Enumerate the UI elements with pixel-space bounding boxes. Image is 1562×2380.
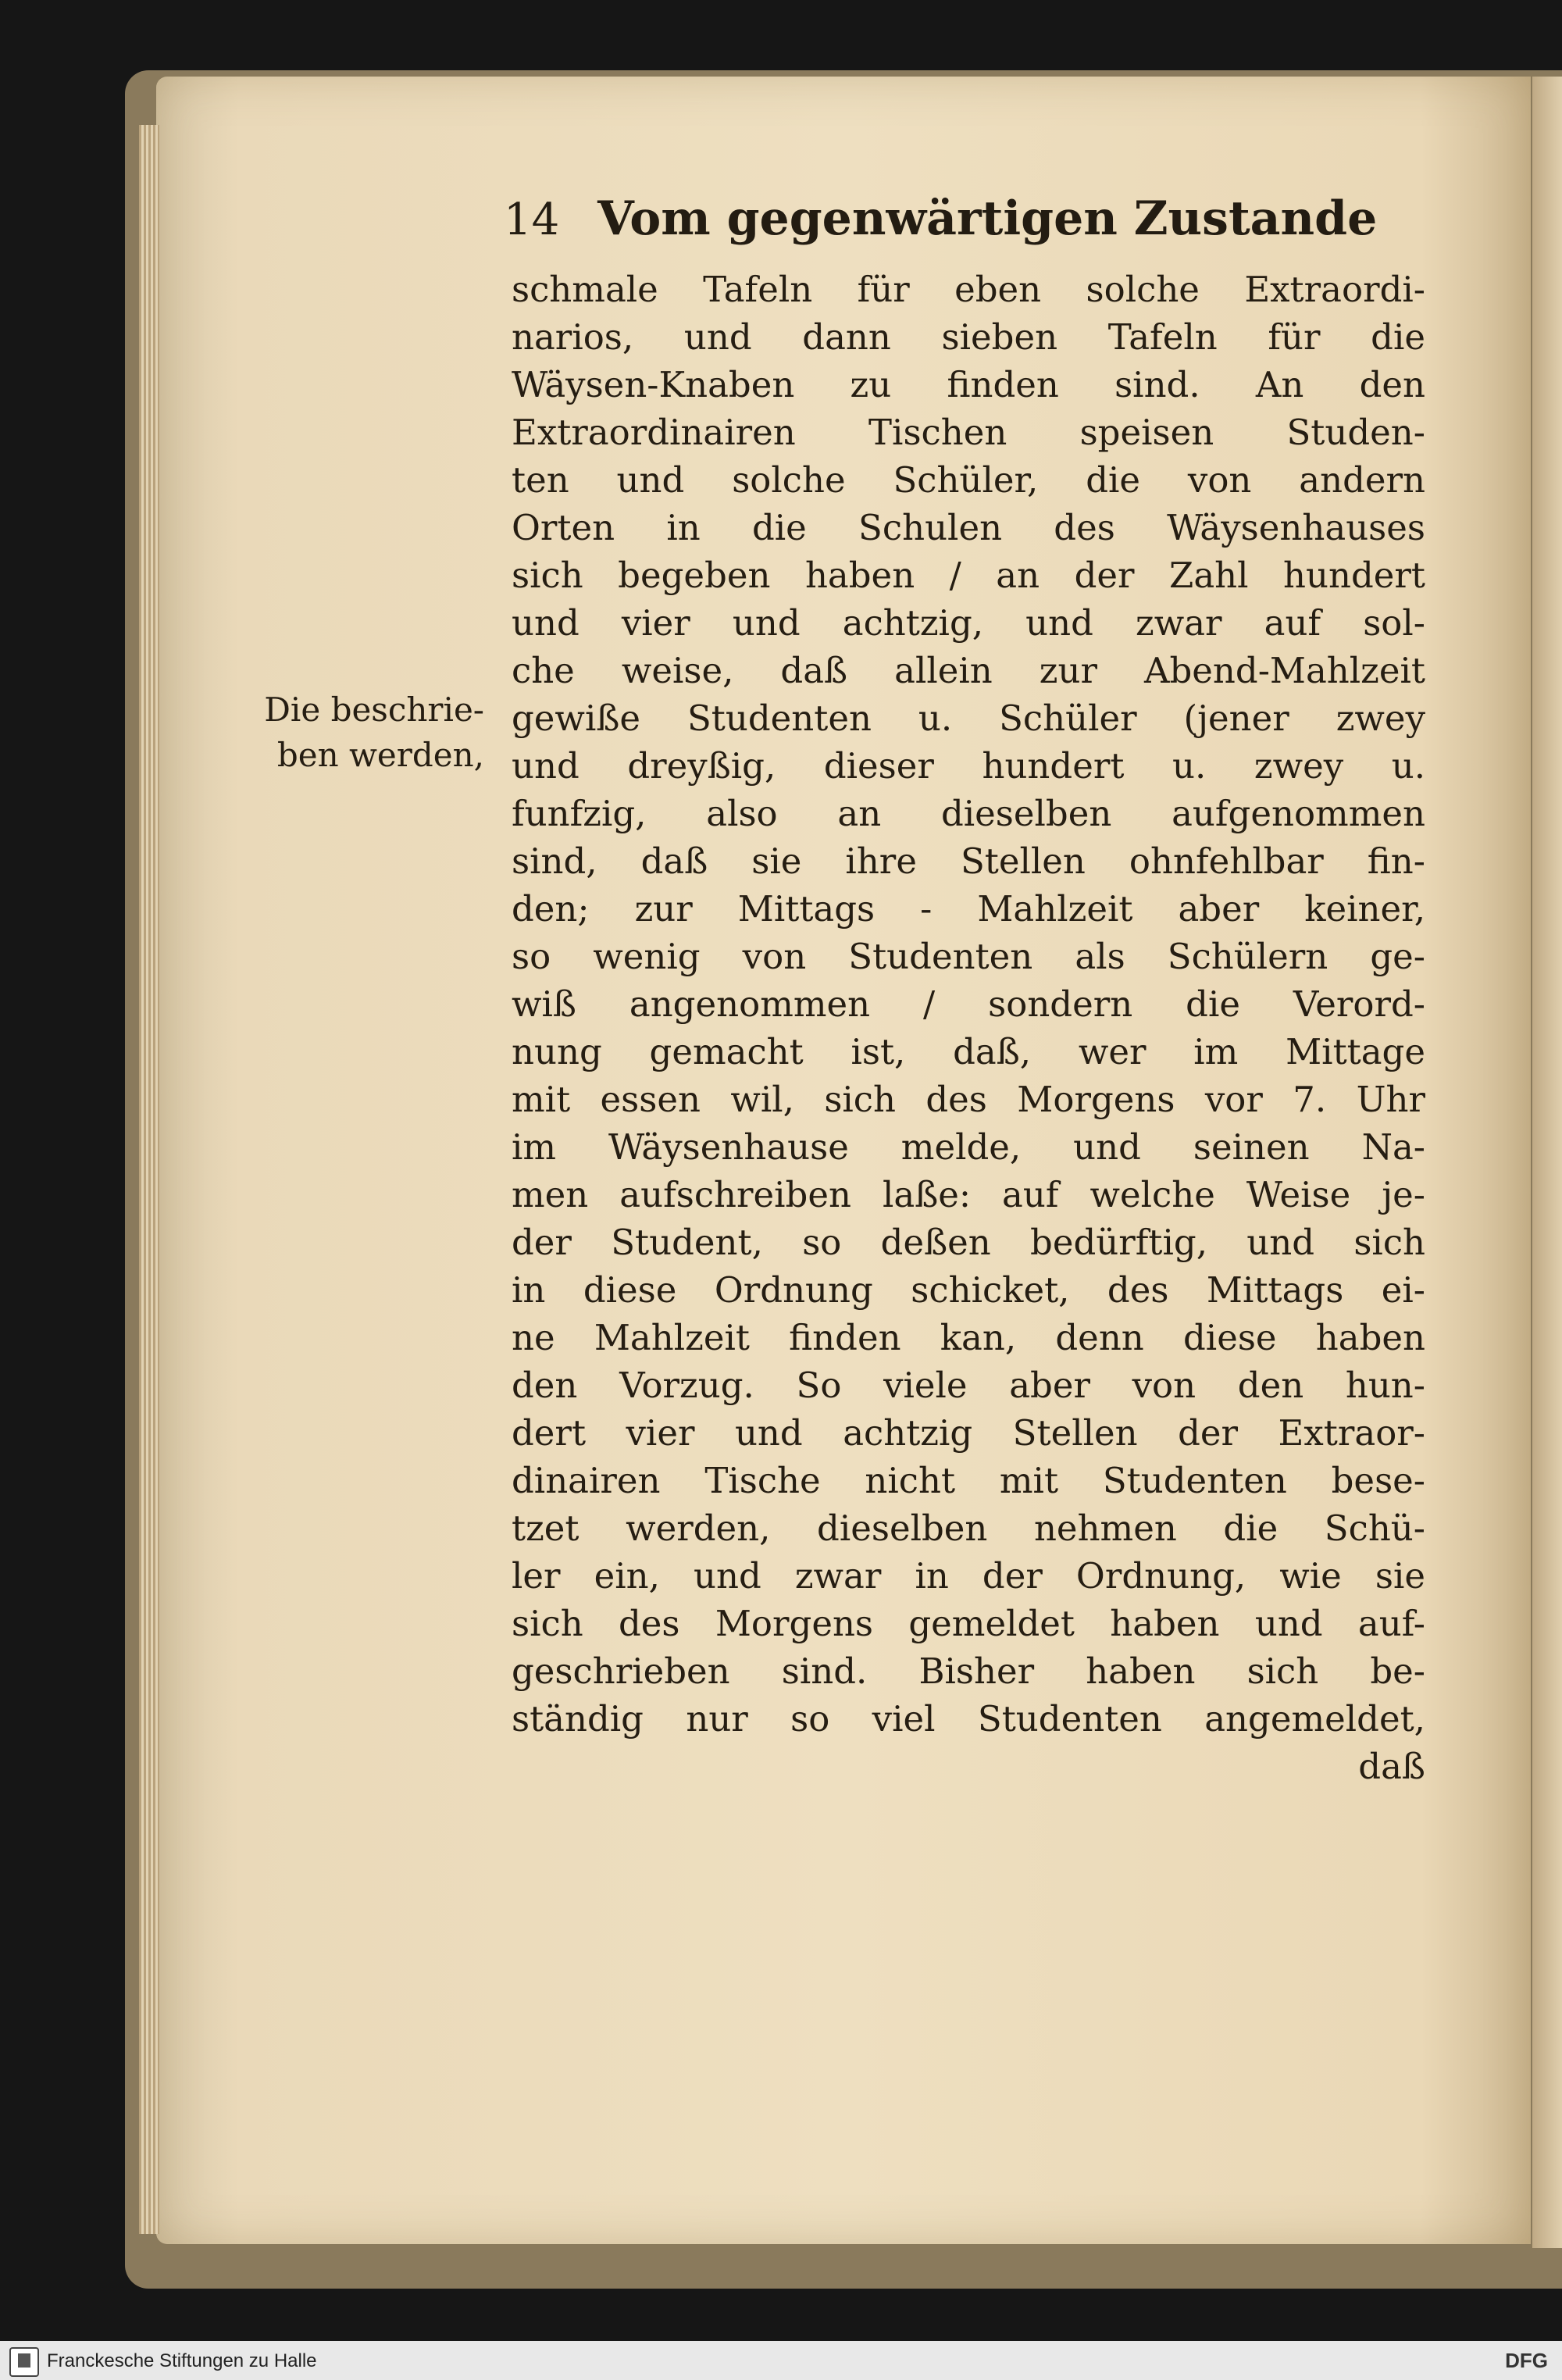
text-line: im Wäysenhause melde, und seinen Na-: [512, 1126, 1425, 1168]
text-line: Orten in die Schulen des Wäysenhauses: [512, 507, 1425, 548]
text-line: ne Mahlzeit finden kan, denn diese haben: [512, 1317, 1425, 1358]
text-line: gewiße Studenten u. Schüler (jener zwey: [512, 698, 1425, 739]
body-text: [512, 266, 1425, 1790]
text-line: dert vier und achtzig Stellen der Extraor-: [512, 1412, 1425, 1454]
running-title: Vom gegenwärtigen Zustande: [597, 191, 1378, 246]
text-line: ten und solche Schüler, die von andern: [512, 459, 1425, 501]
text-line: sich begeben haben / an der Zahl hundert: [512, 555, 1425, 596]
text-line: mit essen wil, sich des Morgens vor 7. Uhr: [512, 1079, 1425, 1120]
text-line: funfzig, also an dieselben aufgenommen: [512, 793, 1425, 834]
institution-logo-icon: [9, 2347, 39, 2377]
text-line: dinairen Tische nicht mit Studenten bese-: [512, 1460, 1425, 1501]
text-line: ler ein, und zwar in der Ordnung, wie sie: [512, 1555, 1425, 1597]
text-line: den; zur Mittags - Mahlzeit aber keiner,: [512, 888, 1425, 930]
institution-name: Franckesche Stiftungen zu Halle: [47, 2350, 317, 2371]
text-line: und vier und achtzig, und zwar auf sol-: [512, 602, 1425, 644]
text-line: schmale Tafeln für eben solche Extraordi-: [512, 269, 1425, 310]
dfg-logo: DFG: [1505, 2349, 1548, 2372]
margin-note-line: Die beschrie-: [264, 690, 484, 729]
page-number: 14: [504, 194, 560, 245]
margin-note-line: ben werden,: [276, 736, 484, 774]
text-line: in diese Ordnung schicket, des Mittags ei-: [512, 1269, 1425, 1311]
text-line: Extraordinairen Tischen speisen Studen-: [512, 412, 1425, 453]
text-line: men aufschreiben laße: auf welche Weise je-: [512, 1174, 1425, 1215]
text-line: nung gemacht ist, daß, wer im Mittage: [512, 1031, 1425, 1072]
text-line: sind, daß sie ihre Stellen ohnfehlbar fin-: [512, 840, 1425, 882]
text-line: der Student, so deßen bedürftig, und sich: [512, 1222, 1425, 1263]
text-line: narios, und dann sieben Tafeln für die: [512, 316, 1425, 358]
text-line: wiß angenommen / sondern die Verord-: [512, 983, 1425, 1025]
text-line: sich des Morgens gemeldet haben und auf-: [512, 1603, 1425, 1644]
viewer-footer: [0, 2341, 1562, 2380]
margin-note: [242, 687, 484, 778]
running-header: [504, 191, 1402, 254]
page-stack-edge: [139, 125, 159, 2234]
facing-page-edge: [1532, 77, 1562, 2248]
text-line: tzet werden, dieselben nehmen die Schü-: [512, 1508, 1425, 1549]
text-line: geschrieben sind. Bisher haben sich be-: [512, 1650, 1425, 1692]
text-line: so wenig von Studenten als Schülern ge-: [512, 936, 1425, 977]
text-line: ständig nur so viel Studenten angemeldet,: [512, 1698, 1425, 1740]
text-line: Wäysen-Knaben zu finden sind. An den: [512, 364, 1425, 405]
text-line: che weise, daß allein zur Abend-Mahlzeit: [512, 650, 1425, 691]
text-line: den Vorzug. So viele aber von den hun-: [512, 1365, 1425, 1406]
catchword: daß: [1358, 1746, 1425, 1787]
text-line: und dreyßig, dieser hundert u. zwey u.: [512, 745, 1425, 787]
